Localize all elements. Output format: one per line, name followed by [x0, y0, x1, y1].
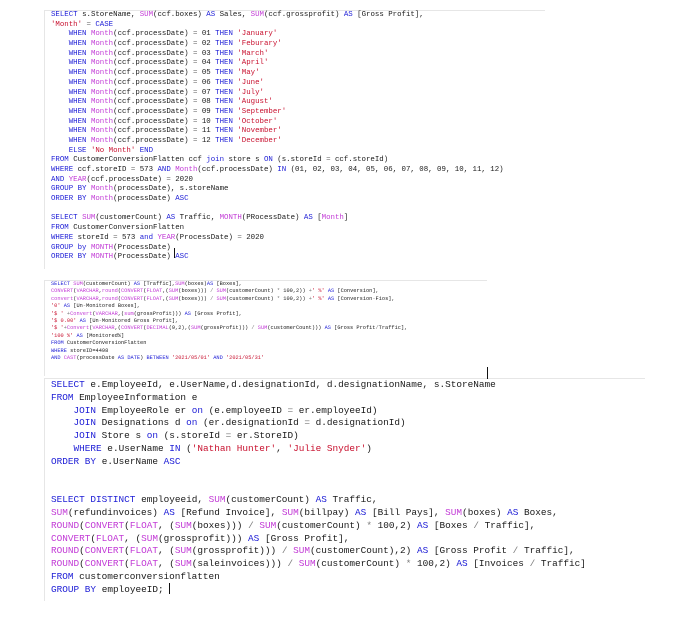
code-lines[interactable] — [45, 379, 645, 597]
code-line[interactable]: GROUP BY employeeID; — [51, 583, 164, 595]
code-line[interactable]: WHEN Month(ccf.processDate) = 03 THEN 'March' — [68, 49, 269, 58]
code-line[interactable] — [51, 469, 645, 482]
code-line[interactable]: CONVERT(FLOAT, (SUM(grossprofit))) AS [Gross Profit], — [51, 532, 350, 544]
code-line[interactable]: SELECT DISTINCT employeeid, SUM(customerCount) AS Traffic, — [51, 494, 378, 506]
code-line[interactable]: SUM(refundinvoices) AS [Refund Invoice], SUM(billpay) AS [Bill Pays], SUM(boxes) AS Boxes, — [51, 506, 558, 518]
code-line[interactable]: WHERE e.UserName IN ('Nathan Hunter', 'Julie Snyder') — [73, 442, 372, 454]
query-block-conversion[interactable] — [44, 280, 487, 376]
code-line[interactable]: GROUP BY Month(processDate), s.storeName — [51, 185, 229, 194]
code-line[interactable]: ROUND(CONVERT(FLOAT, (SUM(saleinvoices))) / SUM(customerCount) * 100,2) AS [Invoices / Traffic] — [51, 558, 586, 570]
code-line[interactable]: SELECT SUM(customerCount) AS Traffic, MONTH(PRocessDate) AS [Month] — [51, 214, 349, 223]
code-line[interactable]: FROM CustomerConversionFlatten ccf join store s ON (s.storeId = ccf.storeId) — [51, 156, 389, 165]
code-line[interactable]: JOIN EmployeeRole er on (e.employeeID = er.employeeId) — [73, 404, 378, 416]
code-line[interactable]: '$ ' +Convert(VARCHAR,(sum(grossProfit))) AS [Gross Profit], — [51, 310, 242, 317]
code-line[interactable]: FROM CustomerConversionFlatten — [51, 224, 185, 233]
code-line[interactable]: JOIN Designations d on (er.designationId = d.designationId) — [73, 417, 406, 429]
code-line[interactable]: CONVERT(VARCHAR,round(CONVERT(FLOAT,(SUM(boxes))) / SUM(customerCount) * 100,2)) +' %' AS [Conversion], — [51, 288, 379, 295]
code-line[interactable]: WHEN Month(ccf.processDate) = 08 THEN 'August' — [68, 98, 273, 107]
code-line[interactable]: WHEN Month(ccf.processDate) = 04 THEN 'April' — [68, 59, 269, 68]
code-line[interactable]: AND CAST(processDate AS DATE) BETWEEN '2021/05/01' AND '2021/05/31' — [51, 354, 265, 361]
code-line[interactable]: SELECT e.EmployeeId, e.UserName,d.designationId, d.designationName, s.StoreName — [51, 379, 496, 390]
code-line[interactable]: ORDER BY MONTH(ProcessDate) ASC — [51, 253, 189, 262]
code-line[interactable]: WHERE ccf.storeID = 573 AND Month(ccf.processDate) IN (01, 02, 03, 04, 05, 06, 07, 08, 09, 10, 11, 12) — [51, 166, 504, 174]
code-line[interactable]: ORDER BY Month(processDate) ASC — [51, 195, 189, 204]
code-line[interactable]: WHEN Month(ccf.processDate) = 10 THEN 'October' — [68, 117, 278, 126]
code-lines[interactable] — [45, 11, 545, 263]
query-block-monthly-sales[interactable] — [44, 10, 545, 269]
code-line[interactable]: FROM EmployeeInformation e — [51, 391, 198, 403]
code-line[interactable]: '$ 0.00' AS [Un-Monitored Gross Profit], — [51, 317, 179, 324]
text-cursor — [487, 367, 488, 379]
code-line[interactable]: WHEN Month(ccf.processDate) = 11 THEN 'November' — [68, 127, 282, 136]
code-line[interactable]: ROUND(CONVERT(FLOAT, (SUM(grossprofit))) / SUM(customerCount),2) AS [Gross Profit / Traffic], — [51, 545, 575, 557]
code-line[interactable]: WHEN Month(ccf.processDate) = 12 THEN 'December' — [68, 136, 282, 145]
code-line[interactable]: JOIN Store s on (s.storeId = er.StoreID) — [73, 430, 299, 442]
code-lines[interactable] — [45, 281, 487, 362]
code-line[interactable] — [51, 481, 645, 494]
text-cursor — [169, 583, 170, 594]
code-line[interactable]: WHEN Month(ccf.processDate) = 07 THEN 'July' — [68, 88, 264, 97]
code-line[interactable]: SELECT SUM(customerCount) AS [Traffic],SUM(boxes)AS [Boxes], — [51, 281, 242, 287]
code-line[interactable]: WHEN Month(ccf.processDate) = 02 THEN 'Feburary' — [68, 40, 282, 49]
code-line[interactable]: FROM CustomerConversionFlatten — [51, 340, 147, 347]
code-line[interactable]: WHEN Month(ccf.processDate) = 05 THEN 'May' — [68, 69, 260, 78]
code-line[interactable]: WHEN Month(ccf.processDate) = 01 THEN 'January' — [68, 30, 278, 39]
query-block-employees[interactable] — [44, 378, 645, 601]
code-line[interactable]: WHERE storeID=4498 — [51, 347, 109, 354]
code-line[interactable]: WHEN Month(ccf.processDate) = 09 THEN 'September' — [68, 107, 287, 116]
code-line[interactable]: 'Month' = CASE — [51, 20, 114, 29]
code-line[interactable]: WHERE storeId = 573 and YEAR(ProcessDate) = 2020 — [51, 233, 264, 242]
code-line[interactable]: FROM customerconversionflatten — [51, 570, 220, 582]
code-line[interactable]: AND YEAR(ccf.processDate) = 2020 — [51, 175, 193, 184]
code-line[interactable]: ELSE 'No Month' END — [68, 146, 154, 155]
text-cursor — [174, 248, 175, 258]
code-line[interactable]: convert(VARCHAR,round(CONVERT(FLOAT,(SUM(boxes))) / SUM(customerCount) * 100,2)) +' %' AS [Conversion-Fios], — [51, 295, 395, 302]
code-line[interactable]: ROUND(CONVERT(FLOAT, (SUM(boxes))) / SUM(customerCount) * 100,2) AS [Boxes / Traffic], — [51, 519, 536, 531]
code-line[interactable]: '$ '+Convert(VARCHAR,(CONVERT(DECIMAL(9,2),(SUM(grossProfit))) / SUM(customerCount))) AS [Gross Profit/Traffic], — [51, 325, 408, 332]
code-line[interactable]: WHEN Month(ccf.processDate) = 06 THEN 'June' — [68, 78, 264, 87]
code-line[interactable]: ORDER BY e.UserName ASC — [51, 455, 181, 467]
code-line[interactable]: '100 %' AS [Monitored%] — [51, 332, 125, 339]
code-line[interactable]: '0' AS [Un-Monitored Boxes], — [51, 303, 141, 310]
code-line[interactable] — [51, 205, 545, 215]
code-line[interactable]: SELECT s.StoreName, SUM(ccf.boxes) AS Sales, SUM(ccf.grossprofit) AS [Gross Profit], — [51, 11, 424, 19]
code-line[interactable]: GROUP by MONTH(ProcessDate) — [51, 243, 171, 252]
